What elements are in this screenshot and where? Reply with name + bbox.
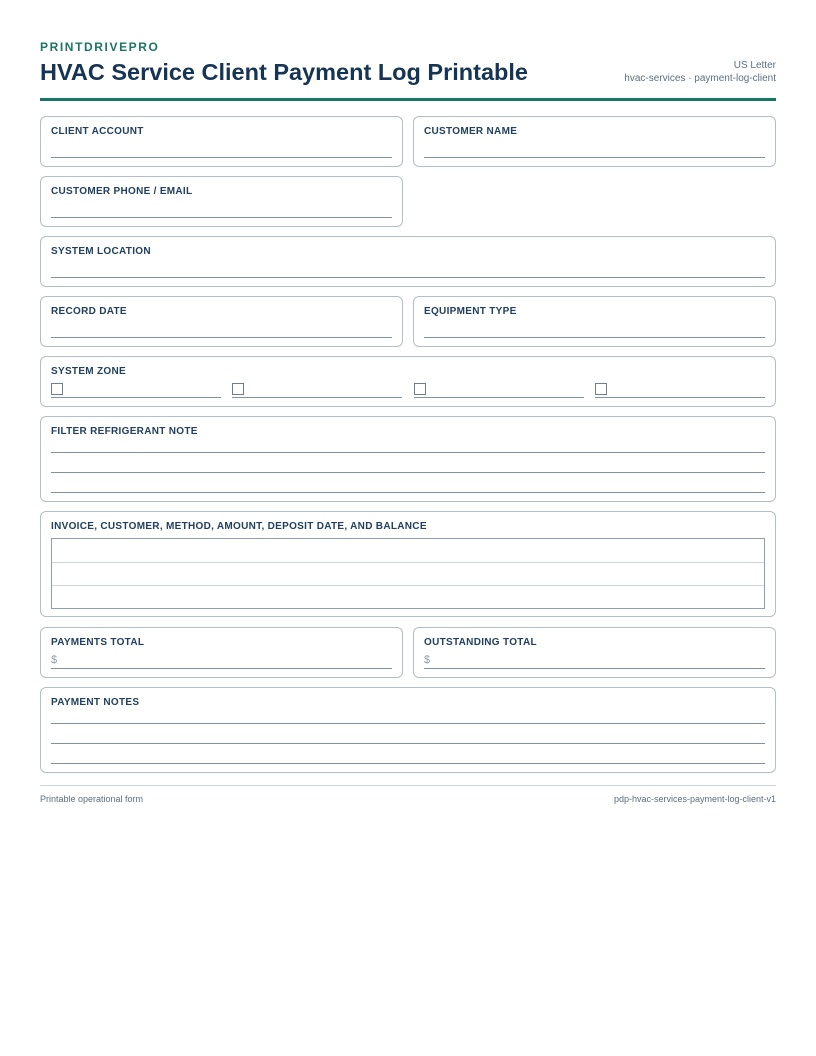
outstanding-total-field[interactable]: [413, 627, 776, 678]
record-date-line: [51, 337, 392, 338]
payment-table-section: [40, 511, 776, 617]
footer-form-id: pdp-hvac-services-payment-log-client-v1: [613, 794, 776, 804]
checkbox[interactable]: [414, 383, 426, 395]
checkbox[interactable]: [51, 383, 63, 395]
customer-name-line: [424, 157, 765, 158]
currency-symbol: $: [51, 654, 58, 666]
form-meta: [624, 59, 776, 85]
customer-contact-field[interactable]: [40, 176, 403, 227]
note-line: [51, 472, 765, 473]
customer-contact-line: [51, 217, 392, 218]
footer-description: Printable operational form: [40, 794, 144, 804]
system-location-label: SYSTEM LOCATION: [51, 246, 151, 257]
equipment-type-field[interactable]: [413, 296, 776, 347]
customer-name-field[interactable]: [413, 116, 776, 167]
notes-line: [51, 723, 765, 724]
payment-table[interactable]: [51, 538, 765, 609]
paper-size: US Letter: [733, 60, 776, 71]
system-location-line: [51, 277, 765, 278]
table-row-divider: [52, 585, 764, 586]
zone-option-4[interactable]: [595, 382, 765, 398]
zone-option-3[interactable]: [414, 382, 584, 398]
client-account-label: CLIENT ACCOUNT: [51, 126, 144, 137]
payment-table-label: INVOICE, CUSTOMER, METHOD, AMOUNT, DEPOSIT DATE, AND BALANCE: [51, 521, 427, 532]
payments-total-line: [51, 668, 392, 669]
zone-option-2[interactable]: [232, 382, 402, 398]
filter-refrigerant-note-field[interactable]: [40, 416, 776, 502]
table-row-divider: [52, 562, 764, 563]
customer-contact-label: CUSTOMER PHONE / EMAIL: [51, 186, 193, 197]
zone-option-1[interactable]: [51, 382, 221, 398]
form-path: hvac-services · payment-log-client: [624, 73, 776, 84]
outstanding-total-line: [424, 668, 765, 669]
note-line: [51, 492, 765, 493]
brand-name: PRINTDRIVEPRO: [40, 40, 160, 54]
system-zone-label: SYSTEM ZONE: [51, 366, 126, 377]
payment-notes-field[interactable]: [40, 687, 776, 773]
record-date-label: RECORD DATE: [51, 306, 127, 317]
customer-name-label: CUSTOMER NAME: [424, 126, 518, 137]
client-account-field[interactable]: [40, 116, 403, 167]
checkbox[interactable]: [232, 383, 244, 395]
form-footer: [40, 785, 776, 804]
currency-symbol: $: [424, 654, 431, 666]
payments-total-label: PAYMENTS TOTAL: [51, 637, 145, 648]
system-location-field[interactable]: [40, 236, 776, 287]
equipment-type-line: [424, 337, 765, 338]
system-zone-field: [40, 356, 776, 407]
equipment-type-label: EQUIPMENT TYPE: [424, 306, 517, 317]
form-header: [40, 40, 776, 101]
record-date-field[interactable]: [40, 296, 403, 347]
payment-notes-label: PAYMENT NOTES: [51, 697, 140, 708]
filter-refrigerant-note-label: FILTER REFRIGERANT NOTE: [51, 426, 198, 437]
client-account-line: [51, 157, 392, 158]
notes-line: [51, 743, 765, 744]
payments-total-field[interactable]: [40, 627, 403, 678]
note-line: [51, 452, 765, 453]
outstanding-total-label: OUTSTANDING TOTAL: [424, 637, 537, 648]
page-title: HVAC Service Client Payment Log Printable: [40, 59, 528, 85]
notes-line: [51, 763, 765, 764]
checkbox[interactable]: [595, 383, 607, 395]
